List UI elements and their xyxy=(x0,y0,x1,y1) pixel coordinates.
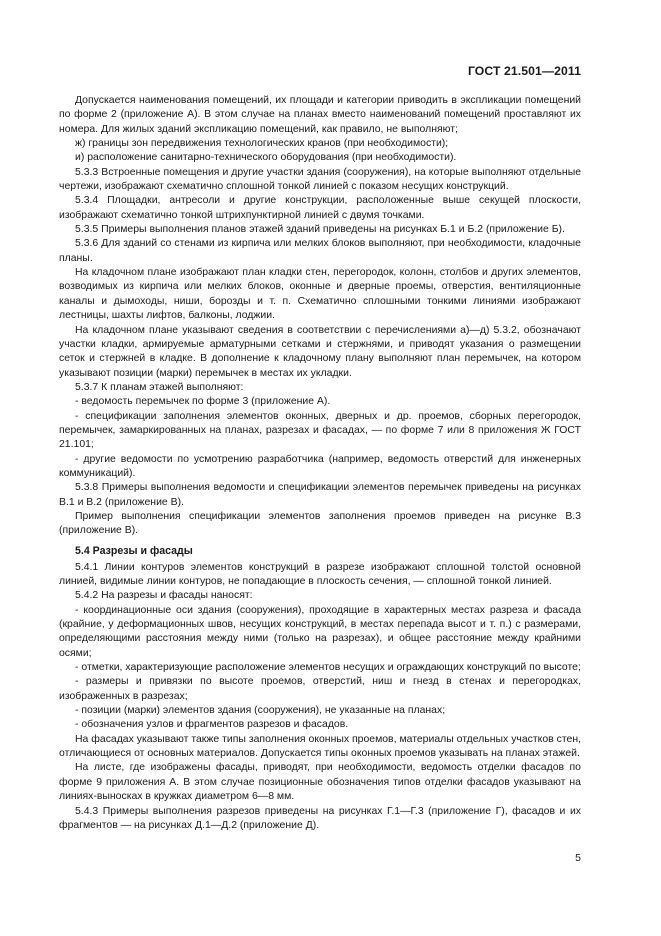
list-item: - спецификации заполнения элементов оконных, дверных и др. проемов, сборных перегородок, перемычек, замаркированных на планах, разрезах и фасадах, — по форме 7 или 8 приложения Ж ГОСТ 21.101; xyxy=(59,410,581,451)
paragraph: 5.3.4 Площадки, антресоли и другие конструкции, расположенные выше секущей плоскости, изображают схематично тонкой штрихпунктирной линией с двумя точками. xyxy=(59,195,581,221)
paragraph: 5.4.1 Линии контуров элементов конструкций в разрезе изображают сплошной толстой основной линией, видимые линии контуров, не попадающие в плоскость сечения, — сплошной тонкой линией. xyxy=(59,561,581,587)
paragraph: 5.3.6 Для зданий со стенами из кирпича или мелких блоков выполняют, при необходимости, кладочные планы. xyxy=(59,238,581,264)
page-number: 5 xyxy=(575,852,581,864)
document-code-header: ГОСТ 21.501—2011 xyxy=(467,64,581,78)
list-item: - отметки, характеризующие расположение элементов несущих и ограждающих конструкций по высоте; xyxy=(75,662,581,674)
paragraph: 5.3.8 Примеры выполнения ведомости и спецификации элементов перемычек приведены на рисунках В.1 и В.2 (приложение В). xyxy=(59,482,581,508)
paragraph: 5.4.3 Примеры выполнения разрезов приведены на рисунках Г.1—Г.3 (приложение Г), фасадов и их фрагментов — на рисунках Д.1—Д.2 (приложение Д). xyxy=(59,805,581,831)
paragraph: Допускается наименования помещений, их площади и категории приводить в экспликации помещений по форме 2 (приложение А). В этом случае на планах вместо наименований помещений проставляют их номера. Для жилых зданий экспликацию помещений, как правило, не выполняют; xyxy=(59,95,581,135)
list-item: - позиции (марки) элементов здания (сооружения), не указанные на планах; xyxy=(75,705,446,717)
paragraph: 5.4.2 На разрезы и фасады наносят: xyxy=(75,590,253,602)
document-body xyxy=(59,94,581,833)
list-item: и) расположение санитарно-технического оборудования (при необходимости). xyxy=(75,152,457,164)
list-item: ж) границы зон передвижения технологических кранов (при необходимости); xyxy=(75,138,449,150)
paragraph: На листе, где изображены фасады, приводят, при необходимости, ведомость отделки фасадов по форме 9 приложения А. В этом случае позиционные обозначения типов отделки фасадов указывают на линиях-выносках в кружках диаметром 6—8 мм. xyxy=(59,762,581,803)
section-heading: 5.4 Разрезы и фасады xyxy=(75,544,193,557)
paragraph: На фасадах указывают также типы заполнения оконных проемов, материалы отдельных участков стен, отличающиеся от основных материалов. Допускается типы оконных проемов указывать на планах этажей. xyxy=(59,733,581,760)
paragraph: 5.3.7 К планам этажей выполняют: xyxy=(75,381,244,393)
paragraph: На кладочном плане изображают план кладки стен, перегородок, колонн, столбов и других элементов, возводимых из кирпича или мелких блоков, оконные и дверные проемы, отверстия, вентиляционные каналы и дымоходы, ниши, борозды и т. п. Схематично сплошными тонкими линиями изображают лестницы, шахты лифтов, балконы, лоджии. xyxy=(59,267,581,322)
paragraph: 5.3.5 Примеры выполнения планов этажей зданий приведены на рисунках Б.1 и Б.2 (приложение Б). xyxy=(75,224,565,236)
list-item: - обозначения узлов и фрагментов разрезов и фасадов. xyxy=(75,719,349,731)
paragraph: На кладочном плане указывают сведения в соответствии с перечислениями а)—д) 5.3.2, обозначают участки кладки, армируемые арматурными сетками и стержнями, и приводят указания о размещении сеток и стержней в кладке. В дополнение к кладочному плану выполняют план перемычек, на котором указывают позиции (марки) перемычек в местах их укладки. xyxy=(59,324,581,379)
list-item: - ведомость перемычек по форме 3 (приложение А). xyxy=(75,396,331,408)
list-item: - размеры и привязки по высоте проемов, отверстий, ниш и гнезд в стенах и перегородках, изображенных в разрезах; xyxy=(59,676,581,702)
list-item: - другие ведомости по усмотрению разработчика (например, ведомость отверстий для инженерных коммуникаций). xyxy=(59,453,581,479)
paragraph: 5.3.3 Встроенные помещения и другие участки здания (сооружения), на которые выполняют отдельные чертежи, изображают схематично сплошной тонкой линией с показом несущих конструкций. xyxy=(59,166,581,193)
paragraph: Пример выполнения спецификации элементов заполнения проемов приведен на рисунке В.3 (приложение В). xyxy=(59,510,581,537)
list-item: - координационные оси здания (сооружения), проходящие в характерных местах разреза и фасада (крайние, у деформационных швов, несущих конструкций, в местах перепада высот и т. п.) с размерами, определяющими расстояния между ними (только на разрезах), и общее расстояние между крайними осями; xyxy=(59,604,581,659)
